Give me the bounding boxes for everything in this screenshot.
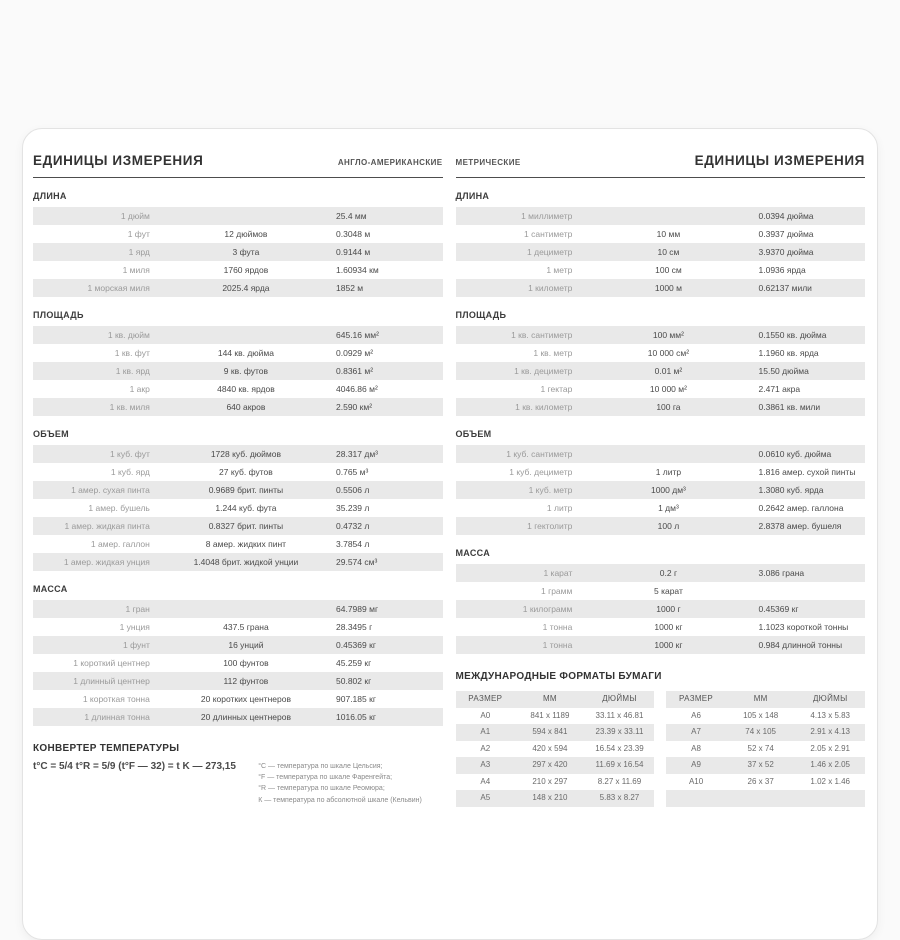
section-rows	[33, 445, 443, 571]
unit-row	[456, 636, 866, 654]
unit-value: 0.3861 кв. мили	[758, 402, 821, 412]
section-title: ПЛОЩАДЬ	[455, 310, 507, 320]
unit-value: 0.4732 л	[336, 521, 370, 531]
paper-header-cell: РАЗМЕР	[468, 694, 503, 703]
unit-row	[33, 261, 443, 279]
unit-value: 0.3048 м	[336, 229, 371, 239]
paper-mm-cell: 594 x 841	[532, 727, 568, 736]
paper-row	[666, 774, 865, 791]
unit-row	[33, 690, 443, 708]
unit-name: 1 короткая тонна	[82, 694, 150, 704]
paper-inch-cell: 5.83 x 8.27	[599, 793, 640, 802]
paper-formats-section	[456, 671, 866, 807]
unit-name: 1 литр	[546, 503, 573, 513]
paper-mm-cell: 37 x 52	[747, 760, 774, 769]
unit-value: 1016.05 кг	[336, 712, 376, 722]
unit-name: 1 килограмм	[522, 604, 573, 614]
unit-row	[456, 618, 866, 636]
unit-equivalent: 4840 кв. ярдов	[217, 384, 275, 394]
units-system-label: АНГЛО-АМЕРИКАНСКИЕ	[337, 158, 443, 167]
paper-size-cell: A9	[691, 760, 701, 769]
paper-mm-cell: 74 x 105	[745, 727, 776, 736]
paper-mm-cell: 297 x 420	[532, 760, 568, 769]
paper-header-cell: РАЗМЕР	[679, 694, 714, 703]
paper-mm-cell: 52 x 74	[747, 743, 774, 753]
unit-value: 0.765 м³	[336, 467, 369, 477]
unit-row	[33, 362, 443, 380]
paper-row	[456, 790, 655, 807]
unit-row	[456, 344, 866, 362]
unit-name: 1 дециметр	[527, 247, 573, 257]
unit-name: 1 амер. сухая пинта	[71, 485, 150, 495]
unit-name: 1 сантиметр	[524, 229, 573, 239]
unit-value: 64.7989 мг	[336, 604, 379, 614]
unit-equivalent: 10 000 м²	[649, 384, 687, 394]
unit-value: 0.45369 кг	[758, 604, 799, 614]
unit-name: 1 куб. метр	[528, 485, 573, 495]
section-rows	[33, 207, 443, 297]
unit-value: 3.9370 дюйма	[758, 247, 814, 257]
unit-equivalent: 20 длинных центнеров	[200, 712, 291, 722]
unit-name: 1 амер. жидкая пинта	[64, 521, 150, 531]
unit-value: 0.1550 кв. дюйма	[758, 330, 827, 340]
unit-row	[456, 225, 866, 243]
unit-value: 45.259 кг	[336, 658, 372, 668]
paper-inch-cell: 2.05 x 2.91	[810, 743, 851, 753]
unit-value: 645.16 мм²	[336, 330, 379, 340]
unit-value: 1.3080 куб. ярда	[758, 485, 824, 495]
paper-row	[666, 741, 865, 758]
unit-equivalent: 1728 куб. дюймов	[210, 449, 282, 459]
unit-name: 1 амер. бушель	[88, 503, 150, 513]
unit-name: 1 кв. метр	[533, 348, 573, 358]
paper-mm-cell	[726, 790, 796, 807]
section-title: ОБЪЕМ	[33, 429, 69, 439]
section-title: ДЛИНА	[33, 191, 67, 201]
unit-value: 28.3495 г	[336, 622, 373, 632]
unit-name: 1 фут	[127, 229, 150, 239]
unit-name: 1 куб. ярд	[110, 467, 150, 477]
right-column	[456, 153, 866, 807]
unit-equivalent: 1000 г	[656, 604, 681, 614]
unit-equivalent: 0.8327 брит. пинты	[208, 521, 284, 531]
paper-size-cell: A4	[480, 776, 491, 786]
unit-row	[456, 517, 866, 535]
right-column-header	[456, 153, 866, 178]
unit-name: 1 кв. фут	[114, 348, 150, 358]
temperature-converter	[33, 743, 443, 806]
unit-value	[759, 582, 865, 600]
unit-value: 1.1960 кв. ярда	[758, 348, 819, 358]
unit-row	[33, 445, 443, 463]
temperature-converter-body	[33, 761, 443, 806]
unit-equivalent: 10 мм	[656, 229, 681, 239]
paper-row	[456, 774, 655, 791]
section-rows	[33, 600, 443, 726]
unit-row	[33, 326, 443, 344]
paper-header-cell: ДЮЙМЫ	[812, 694, 848, 703]
unit-row	[33, 636, 443, 654]
unit-equivalent: 100 фунтов	[223, 658, 269, 668]
unit-name: 1 кв. миля	[109, 402, 150, 412]
unit-equivalent: 3 фута	[232, 247, 260, 257]
paper-inch-cell: 1.02 x 1.46	[810, 776, 851, 786]
unit-equivalent: 2025.4 ярда	[222, 283, 270, 293]
unit-name: 1 ярд	[128, 247, 150, 257]
unit-name: 1 дюйм	[120, 211, 150, 221]
unit-value: 2.590 км²	[336, 402, 373, 412]
unit-row	[456, 326, 866, 344]
unit-name: 1 карат	[543, 568, 573, 578]
unit-equivalent: 10 см	[657, 247, 680, 257]
left-column	[33, 153, 443, 807]
paper-size-cell: A6	[691, 710, 701, 720]
section-rows	[33, 326, 443, 416]
unit-row	[456, 481, 866, 499]
unit-equivalent: 27 куб. футов	[219, 467, 273, 477]
paper-formats-table-a6-a10	[666, 691, 865, 807]
paper-size-cell: A2	[480, 743, 491, 753]
paper-inch-cell: 23.39 x 33.11	[595, 727, 644, 736]
unit-value: 29.574 см³	[336, 557, 378, 567]
paper-formats-title: МЕЖДУНАРОДНЫЕ ФОРМАТЫ БУМАГИ	[455, 671, 662, 682]
paper-inch-cell: 33.11 x 46.81	[595, 710, 644, 720]
left-column-header	[33, 153, 443, 178]
unit-value: 0.62137 мили	[758, 283, 812, 293]
unit-value: 0.984 длинной тонны	[758, 640, 843, 650]
unit-value: 0.0610 куб. дюйма	[758, 449, 832, 459]
unit-value: 0.9144 м	[336, 247, 371, 257]
paper-inch-cell: 16.54 x 23.39	[595, 743, 644, 753]
unit-row	[456, 499, 866, 517]
unit-row	[33, 225, 443, 243]
section-rows	[456, 326, 866, 416]
unit-equivalent: 0.2 г	[659, 568, 678, 578]
unit-name: 1 кв. дециметр	[514, 366, 573, 376]
paper-row	[666, 708, 865, 725]
paper-size-cell: A5	[480, 793, 491, 802]
paper-header-cell: ДЮЙМЫ	[602, 694, 637, 703]
unit-name: 1 гектолитр	[527, 521, 573, 531]
temperature-converter-title: КОНВЕРТЕР ТЕМПЕРАТУРЫ	[33, 743, 180, 754]
unit-value: 3.7854 л	[336, 539, 370, 549]
paper-size-cell: A1	[480, 727, 491, 736]
unit-equivalent: 144 кв. дюйма	[217, 348, 274, 358]
unit-name: 1 куб. фут	[109, 449, 150, 459]
right-unit-sections	[456, 191, 866, 654]
paper-size-cell: A10	[688, 776, 704, 786]
unit-equivalent: 0.9689 брит. пинты	[208, 485, 284, 495]
unit-row	[33, 243, 443, 261]
unit-equivalent: 1 дм³	[658, 503, 679, 513]
paper-formats-table-a0-a5	[456, 691, 655, 807]
section-title: МАССА	[33, 584, 68, 594]
section-rows	[456, 564, 866, 654]
unit-name: 1 длинный центнер	[73, 676, 150, 686]
unit-value: 15.50 дюйма	[758, 366, 809, 376]
paper-inch-cell: 11.69 x 16.54	[595, 760, 644, 769]
page-title: ЕДИНИЦЫ ИЗМЕРЕНИЯ	[33, 153, 204, 168]
unit-equivalent	[156, 600, 336, 618]
paper-size-cell	[666, 790, 726, 807]
paper-header-row	[456, 691, 655, 708]
unit-name: 1 миля	[122, 265, 150, 275]
temperature-notes	[258, 761, 442, 806]
unit-name: 1 кв. сантиметр	[511, 330, 573, 340]
paper-header-row	[666, 691, 865, 708]
unit-name: 1 кв. ярд	[115, 366, 150, 376]
paper-size-cell: A0	[480, 710, 491, 720]
paper-size-cell: A3	[480, 760, 491, 769]
unit-equivalent: 112 фунтов	[223, 676, 269, 686]
paper-row	[666, 757, 865, 774]
unit-row	[33, 600, 443, 618]
unit-equivalent: 1.244 куб. фута	[215, 503, 277, 513]
temperature-note: °F — температура по шкале Фаренгейта;	[258, 774, 393, 782]
unit-value: 0.0929 м²	[336, 348, 374, 358]
unit-name: 1 кв. километр	[515, 402, 573, 412]
unit-row	[33, 380, 443, 398]
paper-row	[456, 708, 655, 725]
paper-header-cell: ММ	[542, 694, 557, 703]
unit-equivalent	[156, 207, 336, 225]
paper-size-cell: A8	[691, 743, 701, 753]
unit-equivalent	[578, 445, 758, 463]
unit-row	[456, 207, 866, 225]
unit-name: 1 кв. дюйм	[107, 330, 150, 340]
paper-mm-cell: 148 x 210	[532, 793, 568, 802]
unit-value: 0.3937 дюйма	[758, 229, 814, 239]
planner-reference-page	[22, 128, 878, 940]
unit-equivalent: 1.4048 брит. жидкой унции	[193, 557, 299, 567]
unit-row	[33, 207, 443, 225]
paper-mm-cell: 841 x 1189	[530, 710, 570, 720]
paper-mm-cell: 420 x 594	[532, 743, 568, 753]
unit-name: 1 метр	[546, 265, 573, 275]
unit-name: 1 километр	[528, 283, 573, 293]
unit-name: 1 миллиметр	[521, 211, 573, 221]
unit-name: 1 грамм	[541, 586, 573, 596]
section-rows	[456, 445, 866, 535]
unit-row	[456, 398, 866, 416]
unit-name: 1 амер. галлон	[90, 539, 150, 549]
unit-equivalent: 100 см	[655, 265, 682, 275]
section-title: ДЛИНА	[455, 191, 490, 201]
unit-name: 1 фунт	[123, 640, 150, 650]
unit-name: 1 короткий центнер	[73, 658, 150, 668]
unit-row	[456, 564, 866, 582]
unit-value: 35.239 л	[336, 503, 370, 513]
unit-row	[33, 618, 443, 636]
unit-equivalent: 20 коротких центнеров	[200, 694, 291, 704]
temperature-note: °R — температура по шкале Реомюра;	[258, 785, 385, 793]
unit-equivalent: 100 га	[656, 402, 681, 412]
unit-value: 907.185 кг	[336, 694, 376, 704]
unit-row	[33, 672, 443, 690]
temperature-note: °C — температура по шкале Цельсия;	[258, 763, 383, 770]
unit-equivalent	[156, 326, 336, 344]
unit-name: 1 гран	[125, 604, 150, 614]
unit-row	[456, 380, 866, 398]
unit-row	[33, 344, 443, 362]
paper-mm-cell: 26 x 37	[747, 776, 774, 786]
unit-value: 1.816 амер. сухой пинты	[758, 467, 856, 477]
unit-name: 1 длинная тонна	[84, 712, 150, 722]
left-unit-sections	[33, 191, 443, 726]
paper-mm-cell: 105 x 148	[743, 710, 779, 720]
unit-name: 1 тонна	[542, 622, 573, 632]
unit-equivalent: 1760 ярдов	[223, 265, 269, 275]
unit-value: 1.1023 короткой тонны	[758, 622, 849, 632]
unit-row	[33, 517, 443, 535]
unit-value: 0.2642 амер. галлона	[758, 503, 844, 513]
paper-header-cell: ММ	[753, 694, 768, 703]
unit-equivalent: 0.01 м²	[654, 366, 683, 376]
unit-value: 0.8361 м²	[336, 366, 374, 376]
unit-equivalent: 10 000 см²	[647, 348, 690, 358]
paper-row	[666, 724, 865, 741]
unit-name: 1 акр	[129, 384, 150, 394]
unit-value: 0.5506 л	[336, 485, 370, 495]
paper-mm-cell: 210 x 297	[532, 776, 568, 786]
unit-row	[33, 398, 443, 416]
unit-equivalent: 8 амер. жидких пинт	[205, 539, 287, 549]
unit-equivalent: 100 л	[657, 521, 680, 531]
unit-name: 1 куб. дециметр	[509, 467, 573, 477]
unit-equivalent: 437.5 грана	[223, 622, 269, 632]
unit-row	[33, 553, 443, 571]
paper-formats-tables	[456, 691, 866, 807]
paper-inch-cell: 8.27 x 11.69	[597, 776, 642, 786]
unit-row	[33, 708, 443, 726]
unit-row	[456, 582, 866, 600]
paper-size-cell: A7	[691, 727, 701, 736]
paper-row	[456, 724, 655, 741]
paper-row	[456, 757, 655, 774]
unit-value: 2.8378 амер. бушеля	[758, 521, 842, 531]
unit-value: 25.4 мм	[336, 211, 367, 221]
unit-row	[456, 362, 866, 380]
unit-value: 1852 м	[336, 283, 364, 293]
section-rows	[456, 207, 866, 297]
unit-row	[456, 445, 866, 463]
unit-row	[33, 654, 443, 672]
unit-value: 3.086 грана	[758, 568, 805, 578]
unit-equivalent: 640 акров	[226, 402, 266, 412]
unit-name: 1 гектар	[540, 384, 573, 394]
unit-equivalent: 1000 дм³	[650, 485, 686, 495]
unit-name: 1 унция	[119, 622, 150, 632]
page-title: ЕДИНИЦЫ ИЗМЕРЕНИЯ	[694, 153, 865, 168]
unit-row	[33, 481, 443, 499]
unit-value: 1.60934 км	[336, 265, 379, 275]
unit-name: 1 амер. жидкая унция	[63, 557, 150, 567]
unit-equivalent: 1000 м	[654, 283, 682, 293]
paper-inch-cell	[795, 790, 865, 807]
unit-equivalent: 1000 кг	[654, 622, 683, 632]
paper-row	[666, 790, 865, 807]
unit-value: 28.317 дм³	[336, 449, 379, 459]
unit-row	[456, 243, 866, 261]
unit-row	[33, 279, 443, 297]
unit-value: 1.0936 ярда	[758, 265, 806, 275]
unit-equivalent: 1 литр	[655, 467, 682, 477]
unit-equivalent: 9 кв. футов	[223, 366, 269, 376]
section-title: ПЛОЩАДЬ	[33, 310, 84, 320]
unit-equivalent	[578, 207, 758, 225]
units-system-label: МЕТРИЧЕСКИЕ	[455, 158, 521, 167]
temperature-note: К — температура по абсолютной шкале (Кельвин)	[258, 796, 422, 804]
unit-value: 4046.86 м²	[336, 384, 378, 394]
unit-value: 0.45369 кг	[336, 640, 376, 650]
unit-name: 1 куб. сантиметр	[506, 449, 573, 459]
section-title: ОБЪЕМ	[455, 429, 492, 439]
unit-name: 1 тонна	[542, 640, 573, 650]
section-title: МАССА	[455, 548, 491, 558]
unit-row	[456, 279, 866, 297]
unit-equivalent: 12 дюймов	[224, 229, 268, 239]
unit-value: 2.471 акра	[758, 384, 801, 394]
paper-inch-cell: 2.91 x 4.13	[810, 727, 851, 736]
paper-row	[456, 741, 655, 758]
paper-inch-cell: 4.13 x 5.83	[810, 710, 851, 720]
unit-row	[456, 261, 866, 279]
unit-value: 50.802 кг	[336, 676, 372, 686]
unit-equivalent: 100 мм²	[652, 330, 684, 340]
paper-inch-cell: 1.46 x 2.05	[810, 760, 851, 769]
unit-row	[33, 463, 443, 481]
unit-equivalent: 5 карат	[653, 586, 683, 596]
unit-row	[33, 499, 443, 517]
unit-equivalent: 16 унций	[228, 640, 264, 650]
temperature-formula: t°C = 5/4 t°R = 5/9 (t°F — 32) = t K — 273,15	[33, 761, 236, 772]
unit-value: 0.0394 дюйма	[758, 211, 814, 221]
unit-name: 1 морская миля	[87, 283, 150, 293]
unit-row	[456, 600, 866, 618]
unit-row	[33, 535, 443, 553]
unit-row	[456, 463, 866, 481]
unit-equivalent: 1000 кг	[654, 640, 683, 650]
